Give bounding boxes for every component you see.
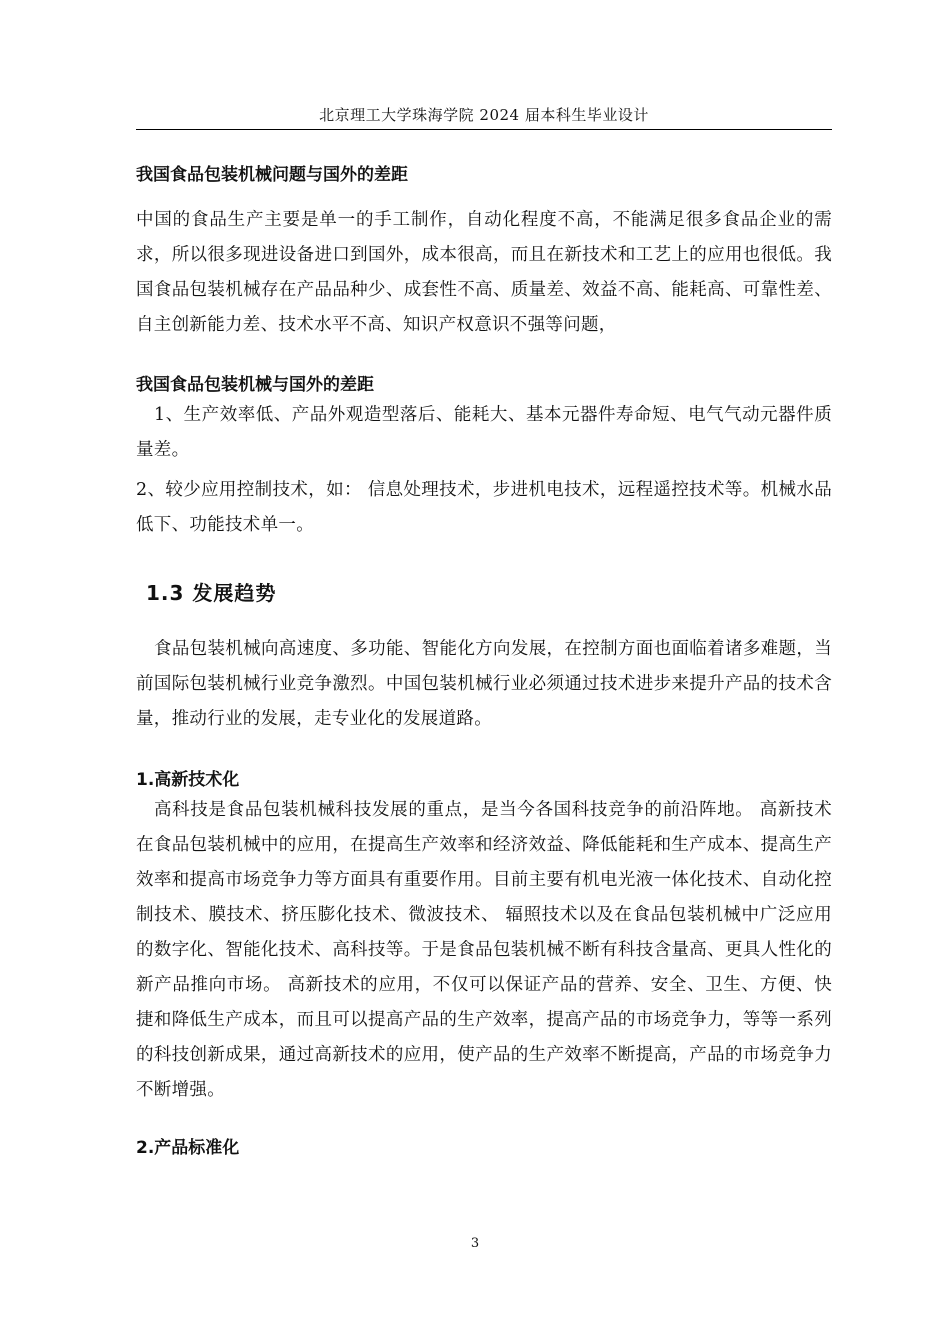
page-number: 3 — [470, 1236, 480, 1251]
heading-gap-problems: 我国食品包装机械问题与国外的差距 — [136, 165, 408, 185]
paragraph-high-tech: 高科技是食品包装机械科技发展的重点，是当今各国科技竞争的前沿阵地。 高新技术在食品包装机械中的应用，在提高生产效率和经济效益、降低能耗和生产成本、提高生产效率和提高市场竞争力等方面具有重要作用。目前主要有机电光液一体化技术、自动化控制技术、膜技术、挤压膨化技术、微波技术、 辐照技术以及在食品包装机械中广泛应用的数字化、智能化技术、高科技等。于是食品包装机械不断有科技含量高、更具人性化的新产品推向市场。 高新技术的应用，不仅可以保证产品的营养、安全、卫生、方便、快捷和降低生产成本，而且可以提高产品的生产效率，提高产品的市场竞争力，等等一系列的科技创新成果，通过高新技术的应用，使产品的生产效率不断提高，产品的市场竞争力不断增强。 — [136, 800, 832, 1100]
paragraph-gap-problems: 中国的食品生产主要是单一的手工制作，自动化程度不高，不能满足很多食品企业的需求，所以很多现进设备进口到国外，成本很高，而且在新技术和工艺上的应用也很低。我国食品包装机械存在产品品种少、成套性不高、质量差、效益不高、能耗高、可靠性差、自主创新能力差、技术水平不高、知识产权意识不强等问题， — [136, 210, 832, 335]
list-item-1: 1、生产效率低、产品外观造型落后、能耗大、基本元器件寿命短、电气气动元器件质量差。 — [136, 405, 832, 460]
page-header: 北京理工大学珠海学院 2024 届本科生毕业设计 — [319, 106, 649, 124]
heading-gap-abroad: 我国食品包装机械与国外的差距 — [136, 375, 374, 395]
section-title-trend: 1.3 发展趋势 — [146, 581, 277, 605]
heading-high-tech: 1.高新技术化 — [136, 770, 240, 790]
list-item-2: 2、较少应用控制技术，如： 信息处理技术，步进机电技术，远程遥控技术等。机械水品低下、功能技术单一。 — [136, 480, 832, 535]
paragraph-trend: 食品包装机械向高速度、多功能、智能化方向发展，在控制方面也面临着诸多难题，当前国际包装机械行业竞争激烈。中国包装机械行业必须通过技术进步来提升产品的技术含量，推动行业的发展，走专业化的发展道路。 — [136, 639, 832, 729]
heading-standardization: 2.产品标准化 — [136, 1138, 240, 1158]
header-rule — [136, 129, 832, 130]
